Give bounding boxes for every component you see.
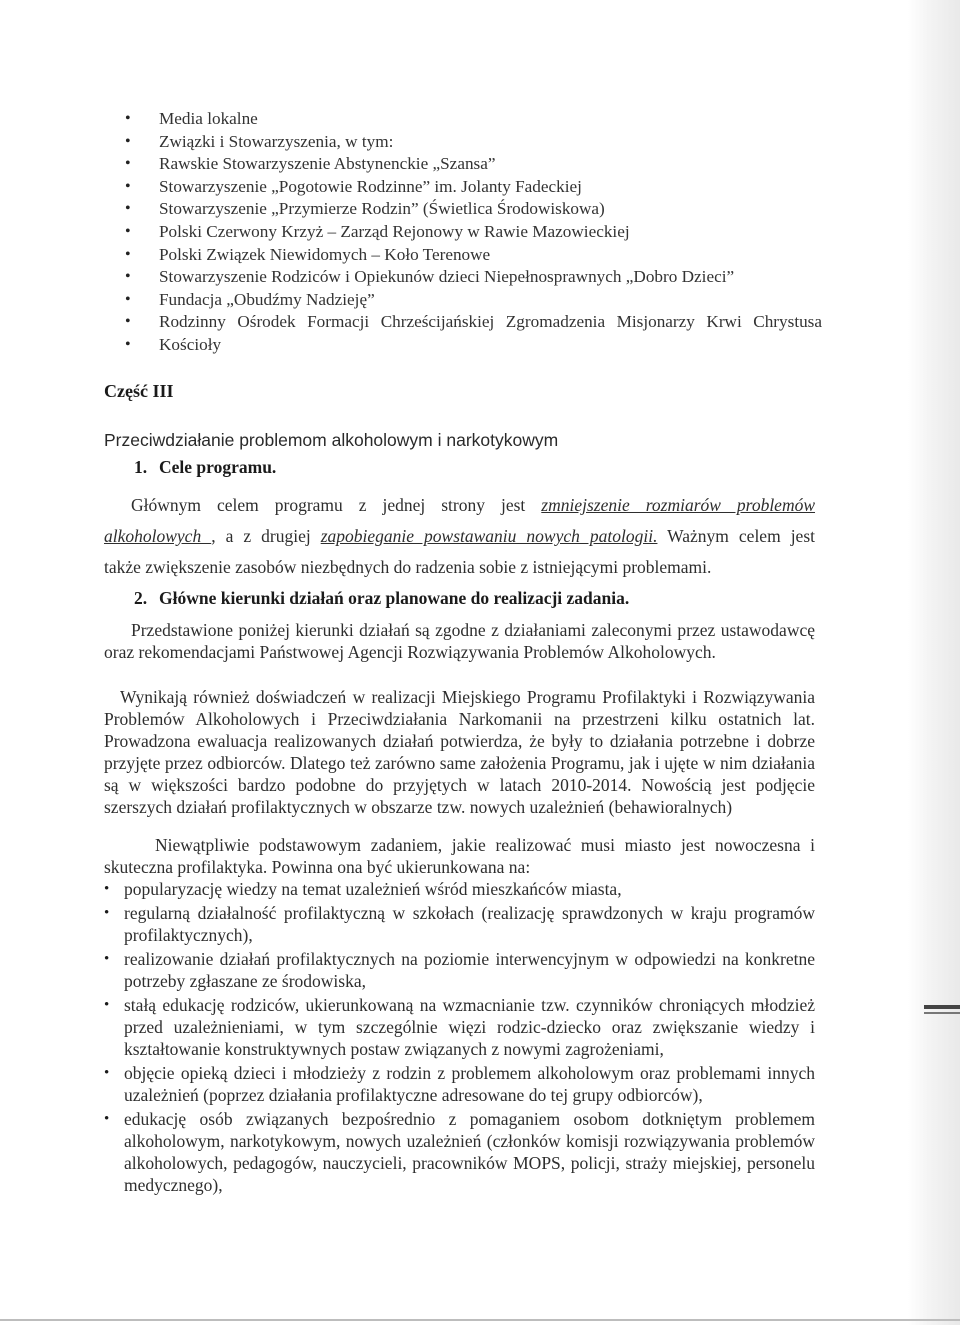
list-item: • Polski Czerwony Krzyż – Zarząd Rejonowy w Rawie Mazowieckiej bbox=[122, 221, 822, 244]
scan-margin-mark bbox=[924, 1012, 960, 1014]
scan-bottom-edge bbox=[0, 1319, 960, 1321]
partners-list bbox=[122, 108, 822, 357]
scan-margin-mark bbox=[924, 1005, 960, 1009]
scan-edge-shadow bbox=[908, 0, 960, 1325]
goals-text: Głównym celem programu z jednej strony jest bbox=[131, 495, 542, 515]
list-item: • realizowanie działań profilaktycznych na poziomie interwencyjnym w odpowiedzi na konkretne potrzeby zgłaszane ze środowiska, bbox=[104, 948, 815, 992]
directions-heading bbox=[134, 588, 629, 609]
goals-line-3: także zwiększenie zasobów niezbędnych do radzenia sobie z istniejącymi problemami. bbox=[104, 557, 712, 577]
directions-paragraph-3: Niewątpliwie podstawowym zadaniem, jakie realizować musi miasto jest nowoczesna i skuteczna profilaktyka. Powinna ona być ukierunkowana na: bbox=[104, 835, 815, 877]
goals-line-2 bbox=[104, 521, 815, 552]
list-item: • Kościoły bbox=[122, 334, 822, 357]
list-item: • Media lokalne bbox=[122, 108, 822, 131]
list-item: • Stowarzyszenie Rodziców i Opiekunów dzieci Niepełnosprawnych „Dobro Dzieci” bbox=[122, 266, 822, 289]
directions-paragraph-1: Przedstawione poniżej kierunki działań są zgodne z działaniami zaleconymi przez ustawodawcę oraz rekomendacjami Państwowej Agencji Rozwiązywania Problemów Alkoholowych. bbox=[104, 620, 815, 662]
list-item: • Polski Związek Niewidomych – Koło Terenowe bbox=[122, 244, 822, 267]
list-item: • Fundacja „Obudźmy Nadzieję” bbox=[122, 289, 822, 312]
list-item: • popularyzację wiedzy na temat uzależnień wśród mieszkańców miasta, bbox=[104, 878, 815, 900]
list-item: • Związki i Stowarzyszenia, w tym: bbox=[122, 131, 822, 154]
goals-underlined-text: zapobieganie powstawaniu nowych patologii. bbox=[320, 526, 658, 546]
goals-underlined-text: alkoholowych bbox=[104, 526, 212, 546]
list-item: • Stowarzyszenie „Pogotowie Rodzinne” im. Jolanty Fadeckiej bbox=[122, 176, 822, 199]
list-item: • regularną działalność profilaktyczną w szkołach (realizację sprawdzonych w kraju programów profilaktycznych), bbox=[104, 902, 815, 946]
goals-paragraph bbox=[104, 490, 815, 583]
part-title: Część III bbox=[104, 381, 174, 401]
heading-number: 2. bbox=[134, 588, 148, 608]
list-item: • stałą edukację rodziców, ukierunkowaną na wzmacnianie tzw. czynników chroniących młodzież przed uzależnieniami, w tym szczególnie więzi rodzic-dziecko oraz zwiększanie wiedzy i kształtowanie konstruktywnych postaw związanych z nowymi zagrożeniami, bbox=[104, 994, 815, 1060]
goals-text: Ważnym celem jest bbox=[657, 526, 815, 546]
heading-number: 1. bbox=[134, 457, 148, 477]
list-item: • objęcie opieką dzieci i młodzieży z rodzin z problemem alkoholowym oraz problemami innych uzależnień (poprzez działania profilaktyczne adresowane do tej grupy odbiorców), bbox=[104, 1062, 815, 1106]
goals-underlined-text: zmniejszenie rozmiarów problemów bbox=[541, 495, 816, 515]
directions-list bbox=[104, 878, 815, 1198]
list-item: • Rawskie Stowarzyszenie Abstynenckie „Szansa” bbox=[122, 153, 822, 176]
list-item: • edukację osób związanych bezpośrednio z pomaganiem osobom dotkniętym problemem alkoholowym, narkotykowym, nowych uzależnień (członków komisji rozwiązywania problemów alkoholowych, pedagogów, nauczycieli, pracowników MOPS, policji, straży miejskiej, personelu medycznego), bbox=[104, 1108, 815, 1196]
goals-line-1 bbox=[104, 490, 815, 521]
directions-paragraph-2: Wynikają również doświadczeń w realizacji Miejskiego Programu Profilaktyki i Rozwiązywania Problemów Alkoholowych i Przeciwdziałania Narkomanii na przestrzeni kilku ostatnich lat. Prowadzona ewaluacja realizowanych działań potwierdza, że były to działania potrzebne i dobrze przyjęte przez odbiorców. Dlatego też zarówno same założenia Programu, jak i ujęte w nim działania są w większości bardzo podobne do przyjętych w latach 2010-2014. Nowością jest podjęcie szerszych działań profilaktycznych w obszarze tzw. nowych uzależnień (behawioralnych) bbox=[104, 687, 815, 817]
list-item: • Stowarzyszenie „Przymierze Rodzin” (Świetlica Środowiskowa) bbox=[122, 198, 822, 221]
goals-heading bbox=[134, 457, 276, 478]
heading-text: Główne kierunki działań oraz planowane do realizacji zadania. bbox=[159, 588, 630, 608]
heading-text: Cele programu. bbox=[159, 457, 277, 477]
goals-text: , a z drugiej bbox=[211, 526, 321, 546]
list-item: • Rodzinny Ośrodek Formacji Chrześcijańskiej Zgromadzenia Misjonarzy Krwi Chrystusa bbox=[122, 311, 822, 334]
section-heading: Przeciwdziałanie problemom alkoholowym i narkotykowym bbox=[104, 430, 559, 450]
